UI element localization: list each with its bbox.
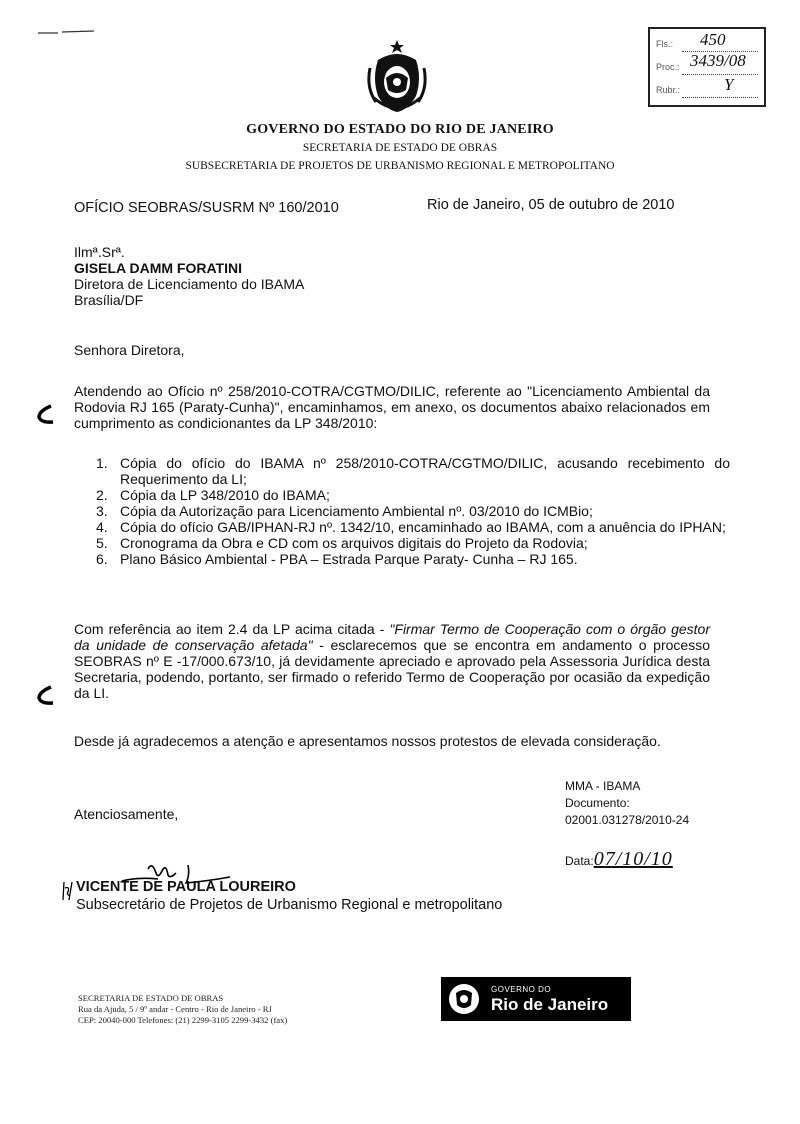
place-date: Rio de Janeiro, 05 de outubro de 2010 bbox=[427, 197, 675, 213]
closing: Atenciosamente, bbox=[74, 806, 179, 822]
list-item-number: 6. bbox=[96, 551, 108, 567]
list-item bbox=[96, 535, 730, 551]
stamp-proc-label: Proc.: bbox=[656, 62, 680, 72]
list-item-text: Cópia da Autorização para Licenciamento Ambiental nº. 03/2010 do ICMBio; bbox=[120, 503, 593, 519]
stamp-rubr-value: Y bbox=[724, 75, 734, 94]
list-item-text: Plano Básico Ambiental - PBA – Estrada Parque Paraty- Cunha – RJ 165. bbox=[120, 551, 578, 567]
list-item bbox=[96, 487, 730, 503]
footer-address bbox=[78, 993, 287, 1026]
list-item-number: 4. bbox=[96, 519, 108, 535]
ibama-stamp-date bbox=[565, 848, 673, 871]
logo-small-text: GOVERNO DO bbox=[491, 985, 552, 994]
stamp-rule bbox=[682, 74, 758, 75]
stamp-rule bbox=[682, 97, 758, 98]
list-item bbox=[96, 503, 730, 519]
scribble-mark bbox=[36, 28, 96, 36]
list-item-number: 3. bbox=[96, 503, 108, 519]
paragraph-thanks: Desde já agradecemos a atenção e apresentamos nossos protestos de elevada consideração. bbox=[74, 733, 661, 749]
recipient-title: Diretora de Licenciamento do IBAMA bbox=[74, 276, 305, 292]
subsecretariat-name: SUBSECRETARIA DE PROJETOS DE URBANISMO REGIONAL E METROPOLITANO bbox=[185, 160, 615, 172]
paragraph-text: - esclarecemos que se encontra em andamento o processo SEOBRAS nº E -17/000.673/10, já devidamente apreciado e aprovado pela Assessoria Jurídica desta Secretaria, podendo, portanto, ser firmado o referido Termo de Cooperação por ocasião da expedição da LI. bbox=[74, 637, 710, 701]
recipient-place: Brasília/DF bbox=[74, 292, 144, 308]
margin-bracket-mark bbox=[35, 684, 55, 706]
footer-line: CEP: 20040-000 Telefones: (21) 2299-3105 2299-3432 (fax) bbox=[78, 1015, 288, 1025]
list-item bbox=[96, 551, 730, 567]
list-item-number: 2. bbox=[96, 487, 108, 503]
paragraph-quote: "Firmar Termo de Cooperação com o órgão gestor da unidade de conservação afetada" bbox=[74, 621, 710, 653]
list-item-text: Cópia da LP 348/2010 do IBAMA; bbox=[120, 487, 330, 503]
attached-documents-list bbox=[96, 455, 730, 567]
signer-name: VICENTE DE PAULA LOUREIRO bbox=[76, 879, 296, 895]
ibama-document-number: 02001.031278/2010-24 bbox=[565, 813, 690, 827]
list-item bbox=[96, 519, 730, 535]
paragraph-text: Com referência ao item 2.4 da LP acima citada - bbox=[74, 621, 390, 637]
governo-rio-logo bbox=[441, 977, 631, 1021]
list-item-text: Cópia do ofício do IBAMA nº 258/2010-COTRA/CGTMO/DILIC, acusando recebimento do Requerimento da LI; bbox=[120, 455, 730, 487]
signer-role: Subsecretário de Projetos de Urbanismo Regional e metropolitano bbox=[76, 897, 503, 913]
stamp-fls-label: Fls.: bbox=[656, 39, 673, 49]
recipient-name: GISELA DAMM FORATINI bbox=[74, 260, 242, 276]
secretariat-name: SECRETARIA DE ESTADO DE OBRAS bbox=[302, 142, 498, 154]
emblem-icon bbox=[447, 982, 481, 1016]
oficio-reference: OFÍCIO SEOBRAS/SUSRM Nº 160/2010 bbox=[74, 200, 339, 216]
ibama-receipt-stamp bbox=[565, 778, 689, 829]
margin-bracket-mark bbox=[35, 403, 55, 425]
ibama-date-label: Data: bbox=[565, 854, 594, 868]
ibama-date-value: 07/10/10 bbox=[593, 848, 673, 870]
ibama-stamp-line: Documento: bbox=[565, 796, 630, 810]
list-item-text: Cronograma da Obra e CD com os arquivos digitais do Projeto da Rodovia; bbox=[120, 535, 588, 551]
coat-of-arms-emblem bbox=[366, 38, 428, 118]
logo-big-text: Rio de Janeiro bbox=[491, 995, 609, 1014]
list-item-number: 1. bbox=[96, 455, 108, 471]
protocol-stamp bbox=[648, 27, 766, 107]
stamp-rubr-label: Rubr.: bbox=[656, 85, 681, 95]
initial-mark bbox=[60, 880, 74, 902]
paragraph-cooperation bbox=[74, 621, 710, 701]
list-item bbox=[96, 455, 730, 487]
greeting: Senhora Diretora, bbox=[74, 342, 185, 358]
ibama-stamp-line: MMA - IBAMA bbox=[565, 779, 641, 793]
list-item-number: 5. bbox=[96, 535, 108, 551]
footer-line: SECRETARIA DE ESTADO DE OBRAS bbox=[78, 993, 224, 1003]
footer-line: Rua da Ajuda, 5 / 9º andar - Centro - Rio de Janeiro - RJ bbox=[78, 1004, 272, 1014]
government-title: GOVERNO DO ESTADO DO RIO DE JANEIRO bbox=[246, 122, 554, 137]
salutation: Ilmª.Srª. bbox=[74, 244, 125, 260]
paragraph-intro: Atendendo ao Ofício nº 258/2010-COTRA/CGTMO/DILIC, referente ao "Licenciamento Ambiental da Rodovia RJ 165 (Paraty-Cunha)", encaminhamos, em anexo, os documentos abaixo relacionados em cumprimento as condicionantes da LP 348/2010: bbox=[74, 383, 710, 431]
stamp-fls-value: 450 bbox=[700, 30, 726, 49]
list-item-text: Cópia do ofício GAB/IPHAN-RJ nº. 1342/10, encaminhado ao IBAMA, com a anuência do IPHAN; bbox=[120, 519, 726, 535]
stamp-proc-value: 3439/08 bbox=[690, 51, 746, 70]
